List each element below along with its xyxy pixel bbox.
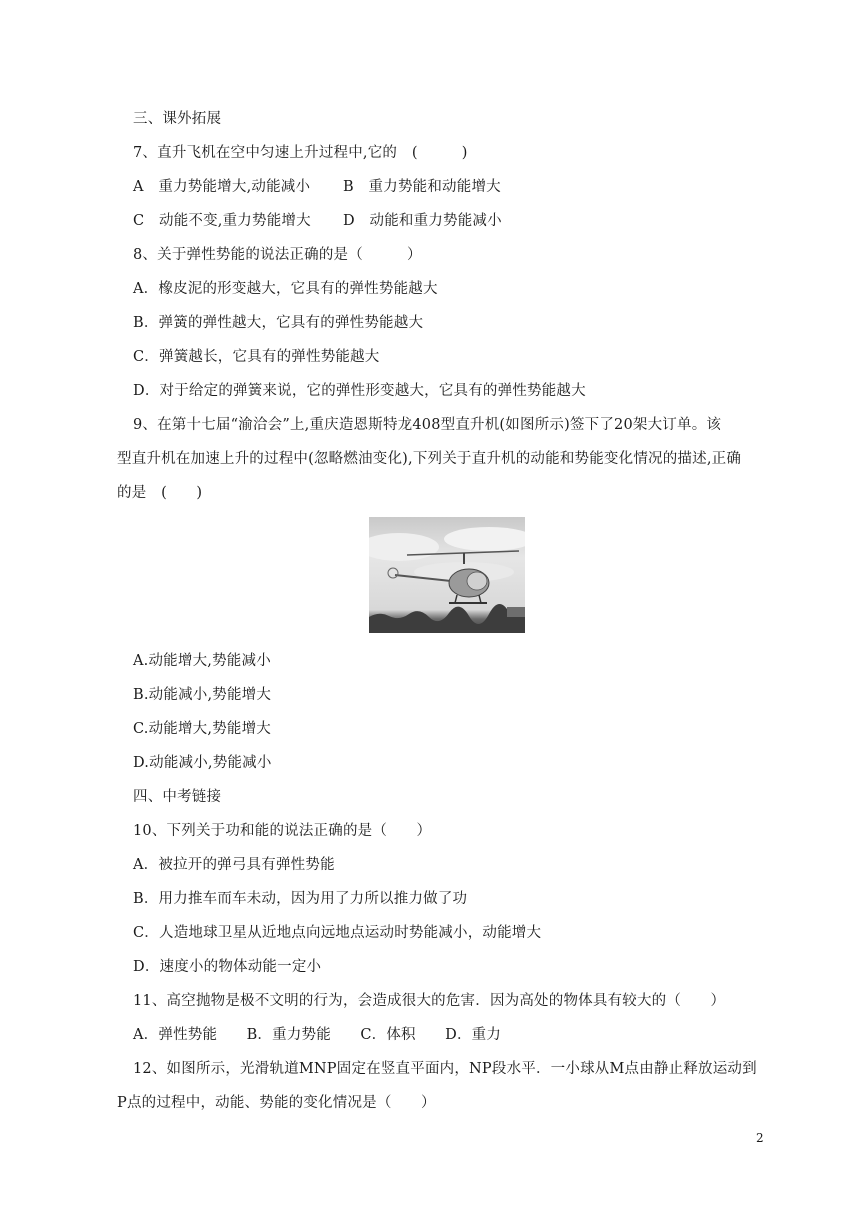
question-7-stem: 7、直升飞机在空中匀速上升过程中,它的 ( ): [133, 145, 468, 161]
q8-option-d: D．对于给定的弹簧来说，它的弹性形变越大，它具有的弹性势能越大: [133, 383, 586, 399]
question-12-stem-line1: 12、如图所示，光滑轨道MNP固定在竖直平面内，NP段水平．一小球从M点由静止释放运动到: [133, 1061, 757, 1077]
question-7-row-cd: [133, 211, 502, 231]
q10-option-a: A．被拉开的弹弓具有弹性势能: [133, 857, 335, 873]
q9-option-a: A.动能增大,势能减小: [133, 653, 271, 669]
q7-option-d: D 动能和重力势能减小: [343, 213, 502, 229]
helicopter-illustration: [369, 517, 525, 633]
question-10-stem: 10、下列关于功和能的说法正确的是（ ）: [133, 823, 432, 839]
q7-option-c: C 动能不变,重力势能增大: [133, 213, 311, 229]
helicopter-photo: [369, 517, 525, 633]
question-8-stem: 8、关于弹性势能的说法正确的是（ ）: [133, 247, 422, 263]
q8-option-c: C．弹簧越长，它具有的弹性势能越大: [133, 349, 380, 365]
section-title-extension: 三、课外拓展: [133, 111, 222, 127]
section-title-exam-link: 四、中考链接: [133, 789, 222, 805]
page-number: 2: [756, 1131, 764, 1145]
q9-option-c: C.动能增大,势能增大: [133, 721, 271, 737]
q10-option-b: B．用力推车而车未动，因为用了力所以推力做了功: [133, 891, 468, 907]
q8-option-a: A．橡皮泥的形变越大，它具有的弹性势能越大: [133, 281, 438, 297]
q11-options: A．弹性势能 B．重力势能 C．体积 D．重力: [133, 1027, 502, 1043]
q9-option-d: D.动能减小,势能减小: [133, 755, 272, 771]
q9-option-b: B.动能减小,势能增大: [133, 687, 272, 703]
q10-option-c: C．人造地球卫星从近地点向远地点运动时势能减小，动能增大: [133, 925, 542, 941]
q8-option-b: B．弹簧的弹性越大，它具有的弹性势能越大: [133, 315, 424, 331]
question-11-stem: 11、高空抛物是极不文明的行为，会造成很大的危害．因为高处的物体具有较大的（ ）: [133, 993, 726, 1009]
q7-option-b: B 重力势能和动能增大: [343, 179, 501, 195]
q10-option-d: D．速度小的物体动能一定小: [133, 959, 322, 975]
question-12-stem-line2: P点的过程中，动能、势能的变化情况是（ ）: [117, 1095, 436, 1111]
q7-option-a: A 重力势能增大,动能减小: [133, 179, 311, 195]
question-9-stem-line1: 9、在第十七届“渝洽会”上,重庆造恩斯特龙408型直升机(如图所示)签下了20架大订单。该: [133, 417, 722, 433]
question-7-row-ab: [133, 177, 501, 197]
question-9-stem-line2: 型直升机在加速上升的过程中(忽略燃油变化),下列关于直升机的动能和势能变化情况的描述,正确: [117, 451, 742, 467]
question-9-stem-line3: 的是 ( ): [117, 485, 203, 501]
